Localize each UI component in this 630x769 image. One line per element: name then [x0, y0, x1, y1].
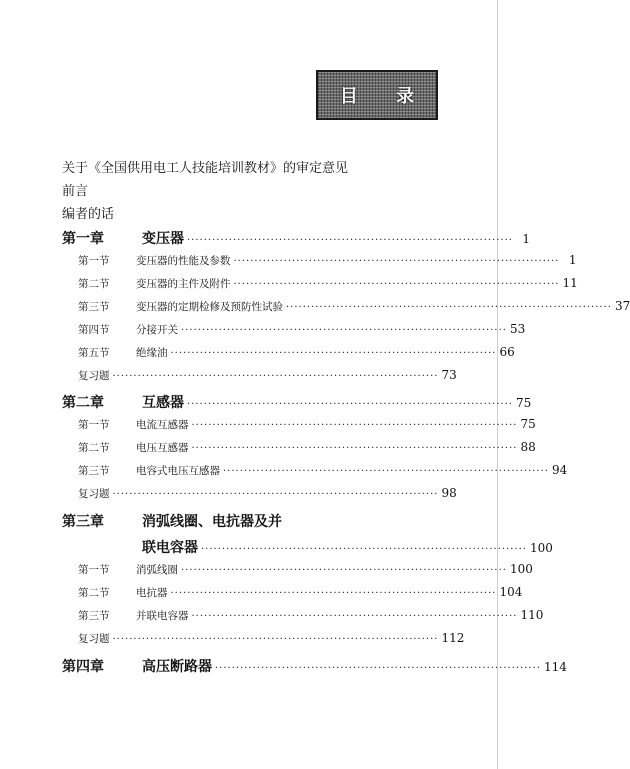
section-3-3-entry[interactable] [62, 608, 544, 626]
review-2-entry[interactable] [78, 486, 457, 504]
page-number: 114 [543, 660, 567, 674]
page-number: 100 [529, 541, 553, 555]
dot-leader: ·············································································· [112, 489, 439, 500]
page-number: 53 [509, 322, 526, 336]
dot-leader: ·············································································· [286, 302, 612, 313]
section-1-4-entry[interactable] [62, 322, 526, 340]
section-title: 电抗器 [136, 587, 168, 599]
dot-leader: ·············································································· [112, 371, 439, 382]
front-matter-approval[interactable]: 关于《全国供用电工人技能培训教材》的审定意见 [62, 161, 349, 176]
section-title: 消弧线圈 [136, 564, 178, 576]
review-title: 复习题 [78, 488, 110, 500]
dot-leader: ·············································································· [187, 235, 513, 246]
section-2-2-entry[interactable] [62, 440, 536, 458]
page-edge [497, 0, 498, 769]
front-matter-preface[interactable]: 前言 [62, 184, 89, 199]
section-label: 第三节 [78, 610, 110, 622]
section-label: 第三节 [78, 465, 110, 477]
dot-leader: ·············································································· [191, 611, 518, 622]
chapter-1-entry[interactable] [62, 228, 530, 247]
chapter-title: 高压断路器 [142, 659, 212, 675]
chapter-2-entry[interactable] [62, 392, 532, 411]
dot-leader: ·············································································· [181, 325, 507, 336]
section-label: 第二节 [78, 278, 110, 290]
page-number: 112 [441, 631, 465, 645]
chapter-label: 第四章 [62, 659, 104, 675]
section-label: 第五节 [78, 347, 110, 359]
section-title: 变压器的主件及附件 [136, 278, 231, 290]
section-2-3-entry[interactable] [62, 463, 568, 481]
chapter-title-line-2: 联电容器 [142, 540, 198, 556]
page-number: 94 [551, 463, 568, 477]
section-title: 并联电容器 [136, 610, 189, 622]
section-1-3-entry[interactable] [62, 299, 630, 317]
chapter-title: 互感器 [142, 395, 184, 411]
dot-leader: ·············································································· [233, 256, 560, 267]
page-number: 104 [499, 585, 523, 599]
dot-leader: ·············································································· [112, 634, 439, 645]
page-number: 11 [562, 276, 578, 290]
toc-title-box [316, 70, 438, 120]
review-title: 复习题 [78, 370, 110, 382]
section-title: 变压器的性能及参数 [136, 255, 231, 267]
toc-title: 目 录 [339, 86, 431, 107]
dot-leader: ·············································································· [170, 588, 497, 599]
page-number: 1 [568, 253, 577, 267]
chapter-title-line-1: 消弧线圈、电抗器及并 [142, 514, 282, 530]
section-1-1-entry[interactable] [62, 253, 577, 271]
section-label: 第四节 [78, 324, 110, 336]
page-number: 100 [509, 562, 533, 576]
page-number: 98 [441, 486, 457, 500]
dot-leader: ·············································································· [215, 663, 541, 674]
section-title: 电流互感器 [136, 419, 189, 431]
dot-leader: ·············································································· [201, 544, 527, 555]
chapter-3-entry[interactable] [142, 537, 553, 556]
dot-leader: ·············································································· [191, 420, 518, 431]
page-number: 88 [520, 440, 536, 454]
page-number: 37 [614, 299, 630, 313]
dot-leader: ·············································································· [181, 565, 507, 576]
page-number: 1 [522, 232, 530, 246]
section-label: 第三节 [78, 301, 110, 313]
section-label: 第二节 [78, 587, 110, 599]
page-number: 110 [520, 608, 544, 622]
review-1-entry[interactable] [78, 368, 457, 386]
review-title: 复习题 [78, 633, 110, 645]
section-3-1-entry[interactable] [62, 562, 533, 580]
section-label: 第一节 [78, 564, 110, 576]
chapter-label: 第一章 [62, 231, 104, 247]
chapter-label: 第三章 [62, 514, 104, 530]
chapter-4-entry[interactable] [62, 656, 567, 675]
section-title: 电压互感器 [136, 442, 189, 454]
section-1-5-entry[interactable] [62, 345, 515, 363]
chapter-title: 变压器 [142, 231, 184, 247]
chapter-3-heading[interactable] [62, 511, 282, 529]
front-matter-editors-note[interactable]: 编者的话 [62, 207, 115, 222]
section-label: 第二节 [78, 442, 110, 454]
section-title: 绝缘油 [136, 347, 168, 359]
section-title: 变压器的定期检修及预防性试验 [136, 301, 283, 313]
section-1-2-entry[interactable] [62, 276, 578, 294]
section-label: 第一节 [78, 255, 110, 267]
dot-leader: ·············································································· [233, 279, 560, 290]
chapter-label: 第二章 [62, 395, 104, 411]
page-number: 66 [499, 345, 515, 359]
section-3-2-entry[interactable] [62, 585, 523, 603]
page-number: 75 [515, 396, 532, 410]
section-title: 电容式电压互感器 [136, 465, 220, 477]
page-number: 75 [520, 417, 536, 431]
review-3-entry[interactable] [78, 631, 465, 649]
dot-leader: ·············································································· [191, 443, 518, 454]
dot-leader: ·············································································· [170, 348, 497, 359]
section-label: 第一节 [78, 419, 110, 431]
dot-leader: ·············································································· [187, 399, 513, 410]
page-number: 73 [441, 368, 457, 382]
section-2-1-entry[interactable] [62, 417, 536, 435]
section-title: 分接开关 [136, 324, 178, 336]
dot-leader: ·············································································· [223, 466, 549, 477]
